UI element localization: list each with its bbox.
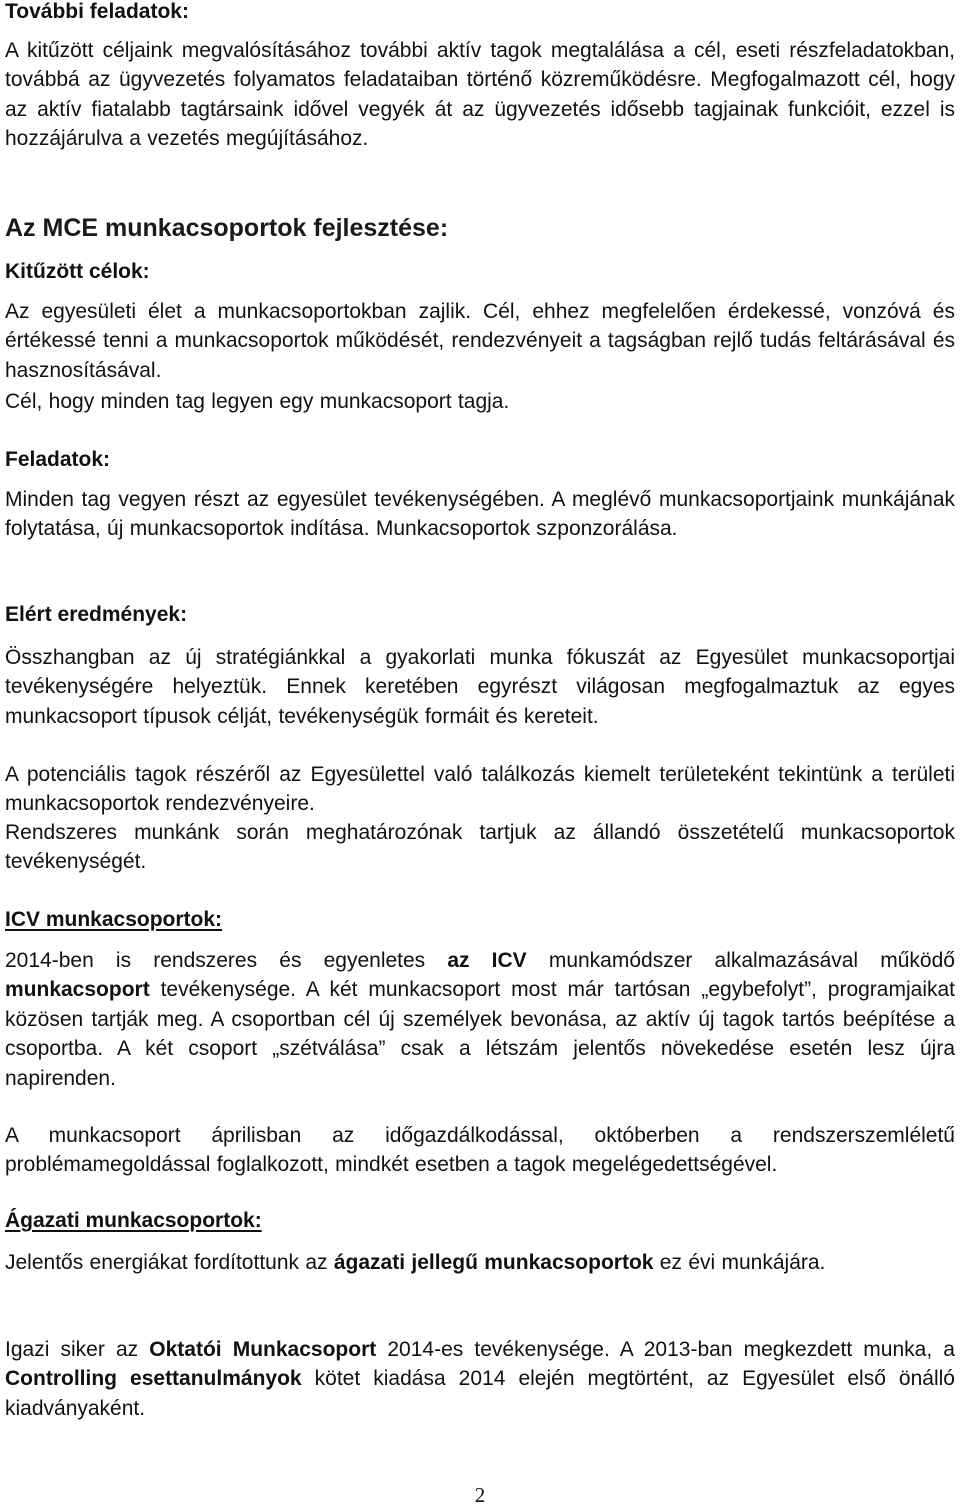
icv-bold-term: az ICV bbox=[447, 949, 527, 972]
further-tasks-heading: További feladatok: bbox=[5, 0, 189, 23]
sector-heading: Ágazati munkacsoportok: bbox=[5, 1209, 262, 1232]
sector-bold-term: ágazati jellegű munkacsoportok bbox=[333, 1251, 654, 1274]
sector-paragraph-2: Igazi siker az Oktatói Munkacsoport 2014-es tevékenysége. A 2013-ban megkezdett munka, a Controlling esettanulmányok kötet kiadása 2014 elején megtörtént, az Egyesület első önálló kiadványaként. bbox=[5, 1338, 955, 1420]
icv-heading: ICV munkacsoportok: bbox=[5, 908, 223, 931]
tasks-heading: Feladatok: bbox=[5, 448, 111, 471]
tasks-text: Minden tag vegyen részt az egyesület tevékenységében. A meglévő munkacsoportjaink munkájának folytatása, új munkacsoportok indítása. Munkacsoportok szponzorálása. bbox=[5, 488, 955, 541]
goals-heading: Kitűzött célok: bbox=[5, 260, 150, 283]
results-text-3: Rendszeres munkánk során meghatározónak tartjuk az állandó összetételű munkacsoportok tevékenységét. bbox=[5, 821, 955, 874]
icv-bold-workgroup: munkacsoport bbox=[5, 978, 150, 1002]
page-number: 2 bbox=[474, 1483, 486, 1507]
mce-heading: Az MCE munkacsoportok fejlesztése: bbox=[5, 214, 449, 242]
icv-paragraph-1: 2014-ben is rendszeres és egyenletes az ICV munkamódszer alkalmazásával működő munkacsoport tevékenysége. A két munkacsoport most már tartósan „egybefolyt”, programjaikat közösen tartják meg. A csoportban cél új személyek bevonása, az aktív új tagok tartós beépítése a csoportba. A két csoport „szétválása” csak a létszám jelentős növekedése esetén lesz újra napirenden. bbox=[5, 949, 955, 1090]
goals-text-1: Az egyesületi élet a munkacsoportokban zajlik. Cél, ehhez megfelelően érdekessé, vonzóvá és értékessé tenni a munkacsoportok működését, rendezvényeit a tagságban rejlő tudás feltárásával és hasznosításával. bbox=[5, 300, 955, 382]
results-heading: Elért eredmények: bbox=[5, 603, 188, 626]
teachers-workgroup-bold: Oktatói Munkacsoport bbox=[149, 1338, 377, 1361]
further-tasks-text: A kitűzött céljaink megvalósításához további aktív tagok megtalálása a cél, eseti részfeladatokban, továbbá az ügyvezetés folyamatos feladataiban történő közreműködésre. Megfogalmazott cél, hogy az aktív fiatalabb tagtársaink idővel vegyék át az ügyvezetés idősebb tagjainak funkcióit, ezzel is hozzájárulva a vezetés megújításához. bbox=[5, 39, 955, 151]
sector-paragraph-1: Jelentős energiákat fordítottunk az ágazati jellegű munkacsoportok ez évi munkájára. bbox=[5, 1251, 826, 1274]
controlling-case-studies-bold: Controlling esettanulmányok bbox=[5, 1367, 302, 1391]
results-text-1: Összhangban az új stratégiánkkal a gyakorlati munka fókuszát az Egyesület munkacsoportjai tevékenységére helyeztük. Ennek keretében egyrészt világosan megfogalmaztuk az egyes munkacsoport típusok célját, tevékenységük formáit és kereteit. bbox=[5, 646, 955, 728]
icv-paragraph-2: A munkacsoport áprilisban az időgazdálkodással, októberben a rendszerszemléletű problémamegoldással foglalkozott, mindkét esetben a tagok megelégedettségével. bbox=[5, 1124, 955, 1177]
results-text-2: A potenciális tagok részéről az Egyesülettel való találkozás kiemelt területeként tekintünk a területi munkacsoportok rendezvényeire. bbox=[5, 763, 955, 816]
goals-text-2: Cél, hogy minden tag legyen egy munkacsoport tagja. bbox=[5, 390, 510, 413]
